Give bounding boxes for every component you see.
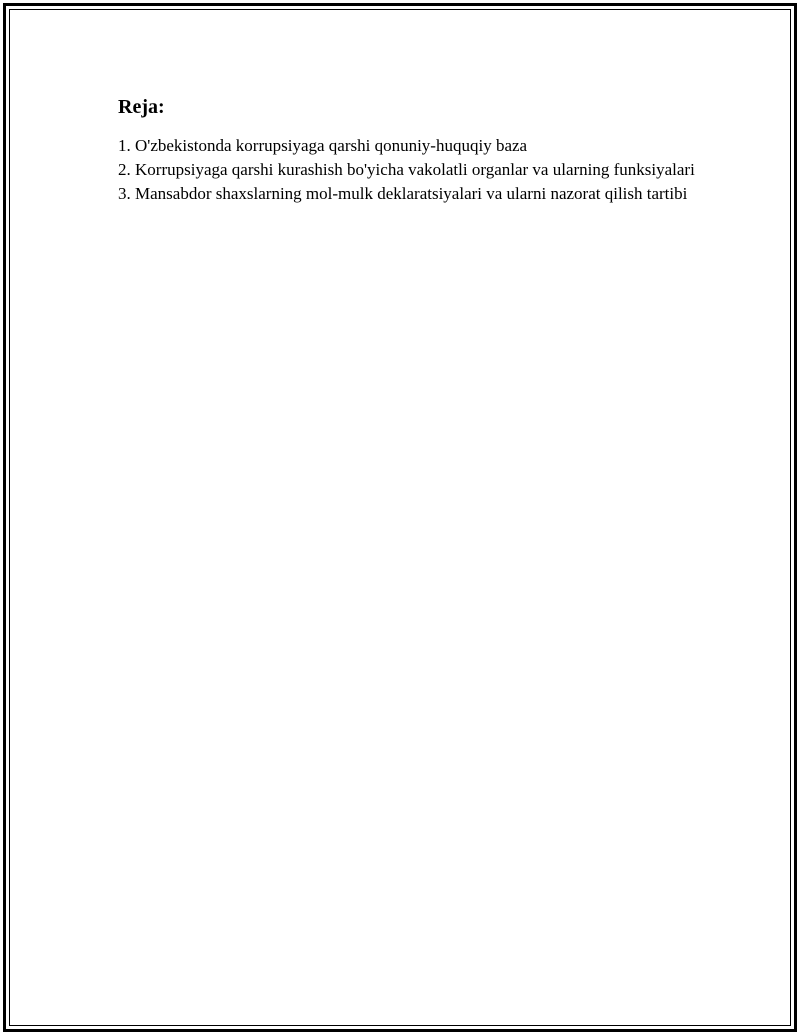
plan-item-1: 1. O'zbekistonda korrupsiyaga qarshi qonuniy-huquqiy baza [118,136,528,155]
plan-item-3: 3. Mansabdor shaxslarning mol-mulk deklaratsiyalari va ularni nazorat qilish tartibi [118,184,688,203]
plan-heading: Reja: [118,96,165,118]
page-content [118,94,698,206]
plan-item-2: 2. Korrupsiyaga qarshi kurashish bo'yicha vakolatli organlar va ularning funksiyalari [118,160,695,179]
plan-list [118,134,698,206]
